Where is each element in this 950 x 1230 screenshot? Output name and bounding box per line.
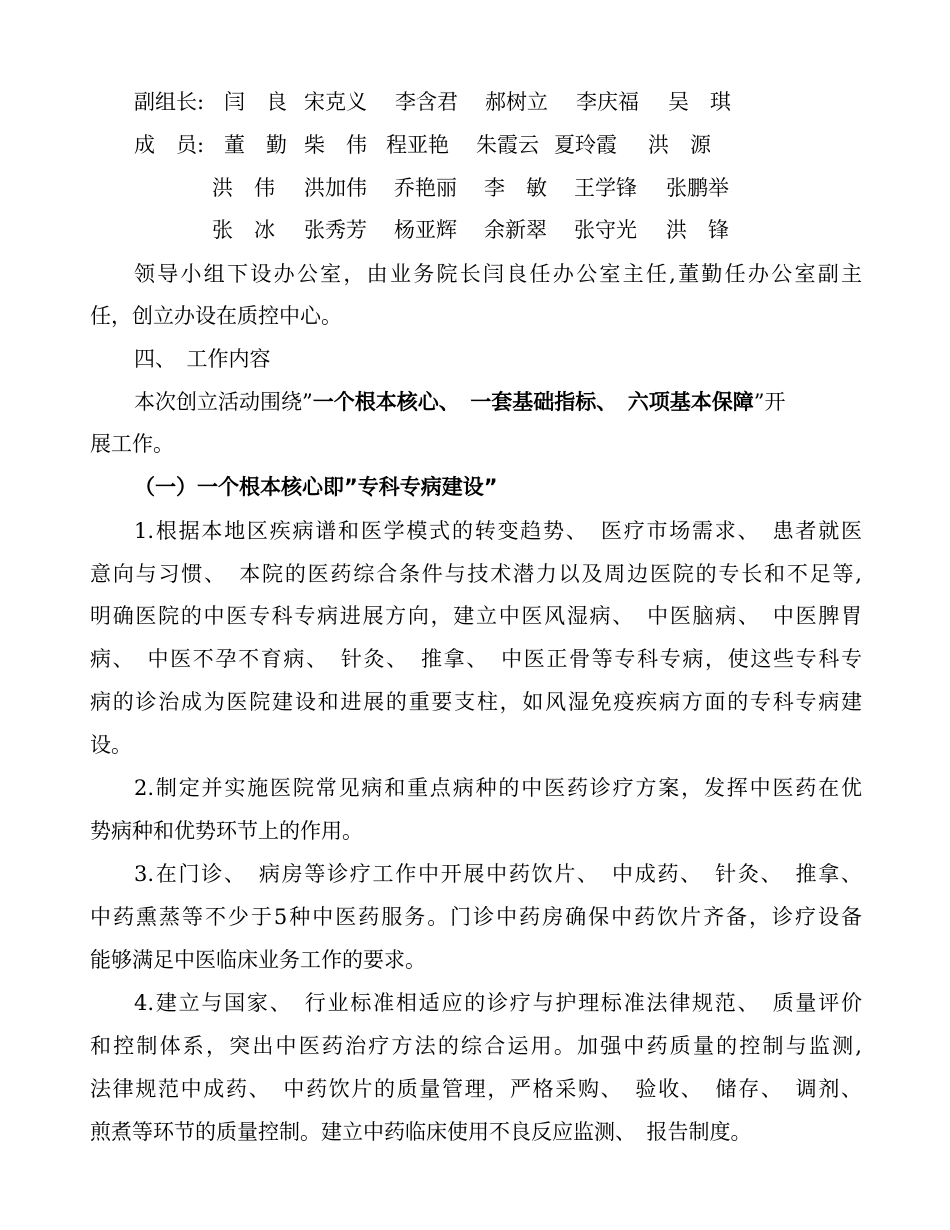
vice-leader-name: 李含君 — [395, 90, 458, 114]
vice-leader-name: 闫 良 — [224, 90, 287, 114]
item-3-line: 3.在门诊、 病房等诊疗工作中开展中药饮片、 中成药、 针灸、 推拿、 — [134, 862, 862, 886]
item-1-line: 病、 中医不孕不育病、 针灸、 推拿、 中医正骨等专科专病，使这些专科专 — [90, 647, 862, 671]
section-heading: 四、 工作内容 — [134, 347, 271, 371]
subsection-heading: （一）一个根本核心即”专科专病建设” — [134, 475, 498, 499]
members-list-row — [224, 131, 728, 159]
intro-prefix: 本次创立活动围绕” — [134, 390, 313, 414]
item-1-line: 设。 — [90, 733, 132, 757]
members-label: 成 员: — [134, 133, 205, 157]
member-name: 余新翠 — [484, 218, 547, 242]
item-4-line: 煎煮等环节的质量控制。建立中药临床使用不良反应监测、 报告制度。 — [90, 1120, 752, 1144]
item-3-line: 中药熏蒸等不少于5种中医药服务。门诊中药房确保中药饮片齐备，诊疗设备 — [90, 905, 862, 929]
member-name: 张守光 — [574, 218, 637, 242]
member-name: 张鹏举 — [666, 176, 729, 200]
vice-leader-name: 李庆福 — [576, 90, 639, 114]
member-name: 董 勤 — [224, 133, 287, 157]
item-1-line: 意向与习惯、 本院的医药综合条件与技术潜力以及周边医院的专长和不足等, — [90, 562, 862, 586]
section-intro-line: 展工作。 — [90, 432, 174, 456]
vice-leaders-list — [224, 88, 748, 116]
member-name: 程亚艳 — [386, 133, 449, 157]
member-name: 洪 锋 — [666, 218, 729, 242]
member-name: 洪加伟 — [304, 176, 367, 200]
members-list-row — [212, 174, 746, 202]
member-name: 杨亚辉 — [394, 218, 457, 242]
member-name: 柴 伟 — [304, 133, 367, 157]
vice-leader-name: 吴 琪 — [668, 90, 731, 114]
item-2-line: 势病种和优势环节上的作用。 — [90, 819, 363, 843]
intro-suffix: ”开 — [753, 390, 786, 414]
item-4-line: 4.建立与国家、 行业标准相适应的诊疗与护理标准法律规范、 质量评价 — [134, 991, 862, 1015]
item-2-line: 2.制定并实施医院常见病和重点病种的中医药诊疗方案，发挥中医药在优 — [134, 776, 862, 800]
member-name: 乔艳丽 — [394, 176, 457, 200]
item-1-line: 病的诊治成为医院建设和进展的重要支柱，如风湿免疫疾病方面的专科专病建 — [90, 690, 862, 714]
member-name: 朱霞云 — [476, 133, 539, 157]
item-1-line: 明确医院的中医专科专病进展方向，建立中医风湿病、 中医脑病、 中医脾胃 — [90, 604, 862, 628]
members-list-row — [212, 216, 746, 244]
office-paragraph-line: 任，创立办设在质控中心。 — [90, 304, 342, 328]
vice-leaders-label: 副组长: — [134, 90, 205, 114]
office-paragraph-line: 领导小组下设办公室，由业务院长闫良任办公室主任,董勤任办公室副主 — [134, 262, 862, 286]
member-name: 李 敏 — [484, 176, 547, 200]
vice-leader-name: 宋克义 — [304, 90, 367, 114]
vice-leader-name: 郝树立 — [485, 90, 548, 114]
item-3-line: 能够满足中医临床业务工作的要求。 — [90, 948, 426, 972]
member-name: 洪 伟 — [212, 176, 275, 200]
member-name: 张秀芳 — [304, 218, 367, 242]
item-1-line: 1.根据本地区疾病谱和医学模式的转变趋势、 医疗市场需求、 患者就医 — [134, 519, 862, 543]
member-name: 王学锋 — [574, 176, 637, 200]
item-4-line: 法律规范中成药、 中药饮片的质量管理，严格采购、 验收、 储存、 调剂、 — [90, 1077, 862, 1101]
intro-bold-phrase: 一个根本核心、 一套基础指标、 六项基本保障 — [312, 390, 754, 414]
section-intro-line — [134, 388, 786, 416]
member-name: 洪 源 — [648, 133, 711, 157]
member-name: 张 冰 — [212, 218, 275, 242]
member-name: 夏玲霞 — [554, 133, 617, 157]
item-4-line: 和控制体系，突出中医药治疗方法的综合运用。加强中药质量的控制与监测, — [90, 1034, 862, 1058]
